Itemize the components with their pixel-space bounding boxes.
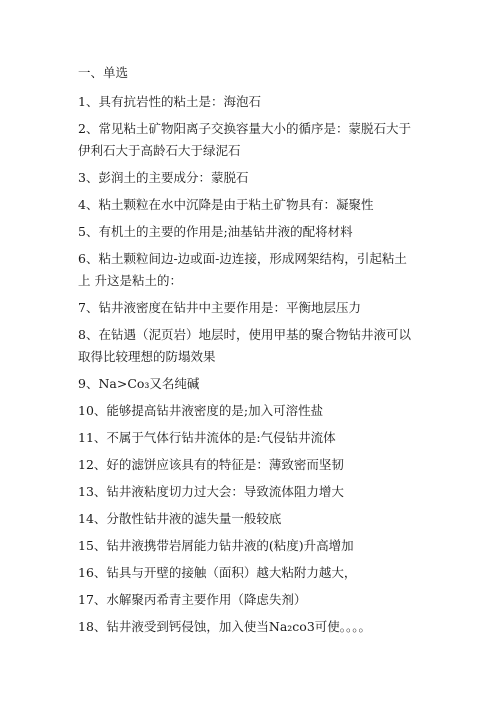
list-item: 6、粘土颗粒间边-边或面-边连接，形成网架结构，引起粘土上 升这是粘土的： — [78, 251, 407, 288]
list-item: 15、钻井液携带岩屑能力钻井液的(粘度)升高增加 — [78, 538, 354, 553]
list-item: 3、彭润土的主要成分：蒙脱石 — [78, 170, 249, 185]
list-item: 14、分散性钻井液的滤失量一般较底 — [78, 511, 282, 526]
list-item: 18、钻井液受到钙侵蚀，加入使当Na₂co3可使。。。。 — [78, 619, 372, 634]
list-item: 1、具有抗岩性的粘土是：海泡石 — [78, 94, 261, 109]
list-item: 17、水解聚丙希青主要作用（降虑失剂） — [78, 592, 307, 607]
question-list — [78, 91, 418, 643]
list-item: 5、有机土的主要的作用是;油基钻井液的配将材料 — [78, 224, 353, 239]
list-item: 12、好的滤饼应该具有的特征是：薄致密而坚韧 — [78, 457, 344, 472]
list-item: 13、钻井液粘度切力过大会：导致流体阻力增大 — [78, 484, 344, 499]
list-item: 16、钻具与开壁的接触（面积）越大粘附力越大， — [78, 565, 357, 580]
list-item: 7、钻井液密度在钻井中主要作用是：平衡地层压力 — [78, 300, 361, 315]
list-item: 2、常见粘土矿物阳离子交换容量大小的循序是：蒙脱石大于伊利石大于高龄石大于绿泥石 — [78, 121, 411, 158]
list-item: 9、Na>Co₃又名纯碱 — [78, 376, 200, 391]
list-item: 8、在钻遇（泥页岩）地层时，使用甲基的聚合物钻井液可以取得比较理想的防塌效果 — [78, 327, 411, 364]
list-item: 4、粘土颗粒在水中沉降是由于粘土矿物具有：凝聚性 — [78, 197, 374, 212]
list-item: 11、不属于气体行钻井流体的是:气侵钻井流体 — [78, 430, 336, 445]
section-title: 一、单选 — [78, 65, 129, 80]
list-item: 10、能够提高钻井液密度的是;加入可溶性盐 — [78, 403, 324, 418]
